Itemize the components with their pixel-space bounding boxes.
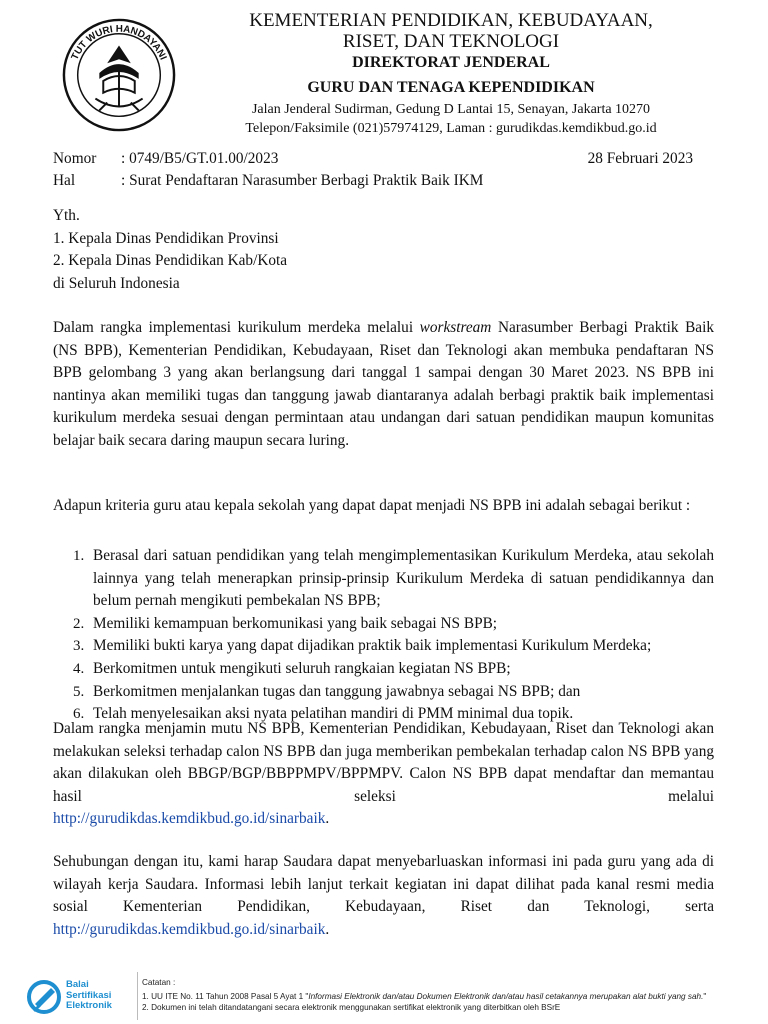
paragraph-selection xyxy=(53,718,714,831)
office-contact: Telepon/Faksimile (021)57974129, Laman : gurudikdas.kemdikbud.go.id xyxy=(245,121,657,136)
recipient-line1: 1. Kepala Dinas Pendidikan Provinsi xyxy=(53,229,279,247)
list-text: Berkomitmen untuk mengikuti seluruh rangkaian kegiatan NS BPB; xyxy=(93,659,511,677)
tut-wuri-handayani-logo xyxy=(60,16,178,134)
office-address: Jalan Jenderal Sudirman, Gedung D Lantai 15, Senayan, Jakarta 10270 xyxy=(251,102,651,117)
paragraph-closing-end: . xyxy=(325,920,330,938)
paragraph-intro xyxy=(53,317,714,453)
list-item xyxy=(53,635,714,658)
note-1-italic: Informasi Elektronik dan/atau Dokumen Elektronik dan/atau hasil cetakannya merupakan alat bukti yang sah. xyxy=(308,992,704,1001)
paragraph-criteria-intro: Adapun kriteria guru atau kepala sekolah yang dapat dapat menjadi NS BPB ini adalah sebagai berikut : xyxy=(53,497,691,514)
logo-motto: TUT WURI HANDAYANI xyxy=(69,23,169,62)
hal-label: Hal xyxy=(53,172,76,189)
paragraph-closing-text: Sehubungan dengan itu, kami harap Saudara dapat menyebarluaskan informasi ini pada guru yang ada di wilayah kerja Saudara. Informasi lebih lanjut terkait kegiatan ini dapat dilihat pada kanal resmi media sosial Kementerian Pendidikan, Kebudayaan, Riset dan Teknologi, serta xyxy=(53,853,714,916)
list-item xyxy=(53,613,714,636)
bsre-label xyxy=(66,980,112,1012)
note-1 xyxy=(142,991,752,1002)
salutation: Yth. xyxy=(53,207,80,224)
letter-date: 28 Februari 2023 xyxy=(587,150,693,167)
paragraph-intro-pre: Dalam rangka implementasi kurikulum merdeka melalui xyxy=(53,319,420,336)
list-item xyxy=(53,545,714,613)
list-text: Berkomitmen menjalankan tugas dan tanggung jawabnya sebagai NS BPB; dan xyxy=(93,682,581,700)
bsre-label-line3: Elektronik xyxy=(66,1000,112,1011)
footer-divider xyxy=(137,972,138,1020)
criteria-list xyxy=(53,545,714,726)
footer-notes xyxy=(142,977,752,1013)
bsre-label-line2: Sertifikasi xyxy=(66,989,112,1001)
list-number: 4. xyxy=(73,660,85,677)
list-number: 5. xyxy=(73,683,85,700)
nomor-label: Nomor xyxy=(53,150,97,167)
ministry-name-line1: KEMENTERIAN PENDIDIKAN, KEBUDAYAAN, xyxy=(249,10,653,31)
list-item xyxy=(53,681,714,704)
paragraph-selection-end: . xyxy=(325,810,330,828)
recipient-line3: di Seluruh Indonesia xyxy=(53,274,180,292)
note-1-post: " xyxy=(703,992,707,1001)
note-1-pre: 1. UU ITE No. 11 Tahun 2008 Pasal 5 Ayat 1 " xyxy=(142,992,309,1001)
paragraph-selection-text: Dalam rangka menjamin mutu NS BPB, Kementerian Pendidikan, Kebudayaan, Riset dan Teknologi akan melakukan seleksi terhadap calon NS BPB dan juga memberikan pembekalan terhadap calon NS BPB yang akan dilakukan oleh BBGP/BGP/BBPPMPV/BPPMPV. Calon NS BPB dapat mendaftar dan memantau hasil seleksi melalui xyxy=(53,720,714,805)
letter-meta xyxy=(53,148,693,192)
list-number: 3. xyxy=(73,638,85,655)
directorate-line1: DIREKTORAT JENDERAL xyxy=(352,54,550,71)
nomor-value: : 0749/B5/GT.01.00/2023 xyxy=(121,150,279,167)
notes-caption: Catatan : xyxy=(142,978,176,987)
list-text: Memiliki bukti karya yang dapat dijadikan praktik baik implementasi Kurikulum Merdeka; xyxy=(93,637,652,655)
sinarbaik-link[interactable]: http://gurudikdas.kemdikbud.go.id/sinarbaik xyxy=(53,920,326,938)
list-number: 1. xyxy=(73,548,85,564)
list-text: Telah menyelesaikan aksi nyata pelatihan mandiri di PMM minimal dua topik. xyxy=(93,705,574,723)
sinarbaik-link[interactable]: http://gurudikdas.kemdikbud.go.id/sinarbaik xyxy=(53,810,326,828)
bsre-label-line1: Balai xyxy=(66,979,89,990)
note-2: 2. Dokumen ini telah ditandatangani secara elektronik menggunakan sertifikat elektronik yang diterbitkan oleh BSrE xyxy=(142,1003,561,1012)
directorate-line2: GURU DAN TENAGA KEPENDIDIKAN xyxy=(307,79,595,96)
paragraph-closing xyxy=(53,851,714,941)
letterhead xyxy=(196,10,706,138)
list-text: Memiliki kemampuan berkomunikasi yang baik sebagai NS BPB; xyxy=(93,614,498,632)
hal-value: : Surat Pendaftaran Narasumber Berbagi Praktik Baik IKM xyxy=(121,172,484,189)
ministry-name-line2: RISET, DAN TEKNOLOGI xyxy=(342,31,560,52)
recipient-line2: 2. Kepala Dinas Pendidikan Kab/Kota xyxy=(53,252,288,270)
list-number: 6. xyxy=(73,706,85,723)
paragraph-intro-italic: workstream xyxy=(419,319,492,336)
list-text: Berasal dari satuan pendidikan yang telah mengimplementasikan Kurikulum Merdeka, atau sekolah lainnya yang telah menerapkan prinsip-prinsip Kurikulum Merdeka di satuan pendidikannya dan belum pernah mengikuti pembekalan NS BPB; xyxy=(93,547,714,610)
recipients xyxy=(53,205,714,295)
list-item xyxy=(53,658,714,681)
list-number: 2. xyxy=(73,615,85,632)
paragraph-intro-post: Narasumber Berbagi Praktik Baik (NS BPB), Kementerian Pendidikan, Kebudayaan, Riset dan Teknologi akan membuka pendaftaran NS BPB gelombang 3 yang akan berlangsung dari tanggal 1 sampai dengan 30 Maret 2023. NS BPB ini nantinya akan memiliki tugas dan tanggung jawab diantaranya adalah berbagi praktik baik implementasi kurikulum merdeka sesuai dengan permintaan atau undangan dari satuan pendidikan maupun komunitas belajar baik secara daring maupun secara luring. xyxy=(53,319,714,449)
